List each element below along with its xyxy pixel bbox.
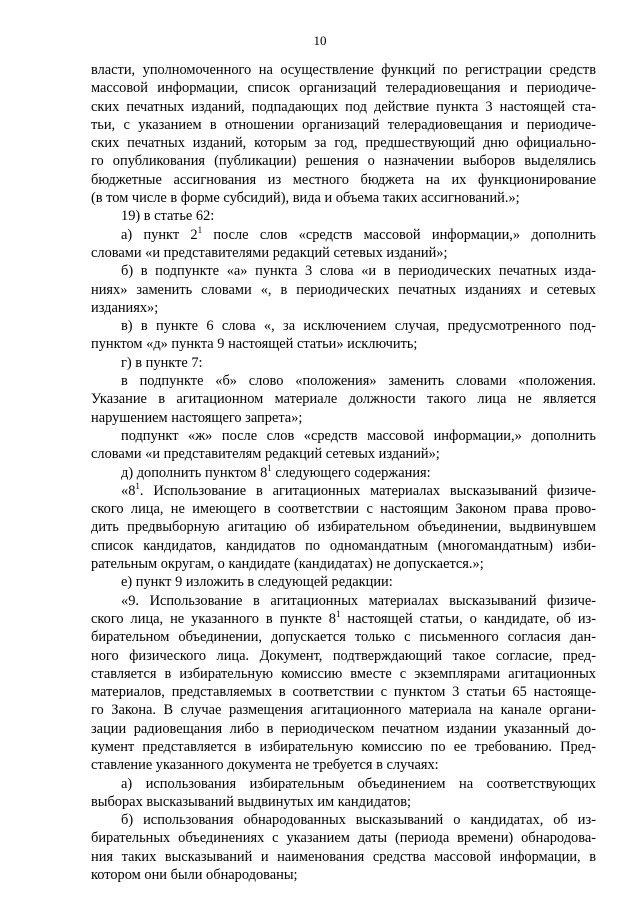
line-text: а) использования избирательным объединением на соответствующих xyxy=(121,775,596,792)
line-text: ского лица, не имеющего в соответствии с настоящим Законом права прово- xyxy=(91,501,596,518)
text-line xyxy=(91,555,596,573)
text-line xyxy=(91,829,596,847)
text-line xyxy=(91,445,596,463)
line-text: ского лица, не указанного в пункте 8 xyxy=(91,610,336,627)
text-line xyxy=(91,427,596,445)
line-text-continued: . Использование в агитационных материалах высказываний физиче- xyxy=(139,482,596,499)
text-line xyxy=(91,171,596,189)
line-text-continued: после слов «средств массовой информации,» дополнить xyxy=(202,226,596,243)
line-text: список кандидатов, кандидатов по одномандатным (многомандатным) изби- xyxy=(91,537,596,554)
text-line xyxy=(91,482,596,500)
line-text: подпункт «ж» после слов «средств массовой информации,» дополнить xyxy=(121,427,596,444)
line-text: материалов, представляемых в соответствии с пунктом 3 статьи 65 настояще- xyxy=(91,684,596,701)
superscript: 1 xyxy=(335,609,341,619)
text-line xyxy=(91,262,596,280)
text-line xyxy=(91,756,596,774)
line-text: массовой информации, список организаций телерадиовещания и периодиче- xyxy=(91,80,596,97)
text-line xyxy=(91,207,596,225)
text-line xyxy=(91,244,596,262)
line-text: а) пункт 2 xyxy=(121,226,198,243)
text-line xyxy=(91,518,596,536)
line-text-continued: настоящей статьи, о кандидате, об из- xyxy=(340,610,596,627)
text-line xyxy=(91,720,596,738)
text-line xyxy=(91,811,596,829)
line-text-continued: следующего содержания: xyxy=(271,464,431,481)
text-line xyxy=(91,866,596,884)
text-line xyxy=(91,226,596,244)
line-text: ния таких высказываний и наименования средства массовой информации, в xyxy=(91,848,596,865)
superscript: 1 xyxy=(267,463,272,473)
line-text: ставление указанного документа не требуется в случаях: xyxy=(91,757,439,774)
text-line xyxy=(91,775,596,793)
line-text: ниях» заменить словами «, в периодических печатных изданиях и сетевых xyxy=(91,281,596,298)
line-text: выборах высказываний выдвинутых им кандидатов; xyxy=(91,793,412,810)
text-line xyxy=(91,738,596,756)
line-text: словами «и представителями редакций сетевых изданий»; xyxy=(91,244,448,261)
line-text: го опубликования (публикации) решения о назначении выборов выделялись xyxy=(91,153,596,170)
line-text: словами «и представителям редакций сетевых изданий»; xyxy=(91,446,440,463)
line-text: в подпункте «б» слово «положения» заменить словами «положения. xyxy=(121,373,596,390)
superscript: 1 xyxy=(135,481,140,491)
text-line xyxy=(91,409,596,427)
line-text: в) в пункте 6 слова «, за исключением случая, предусмотренного под- xyxy=(121,318,596,335)
line-text: нарушением настоящего запрета»; xyxy=(91,409,303,426)
text-line xyxy=(91,537,596,555)
line-text: ских печатных изданий, подпадающих под действие пункта 3 настоящей ста- xyxy=(91,98,596,115)
line-text: б) в подпункте «а» пункта 3 слова «и в периодических печатных изда- xyxy=(121,263,596,280)
text-line xyxy=(91,573,596,591)
text-line xyxy=(91,281,596,299)
text-line xyxy=(91,134,596,152)
text-line xyxy=(91,116,596,134)
text-line xyxy=(91,299,596,317)
text-line xyxy=(91,793,596,811)
line-text: е) пункт 9 изложить в следующей редакции: xyxy=(121,574,393,591)
line-text: тьи, с указанием в отношении организаций телерадиовещания и периодиче- xyxy=(91,116,596,133)
text-line xyxy=(91,848,596,866)
line-text: г) в пункте 7: xyxy=(121,354,203,371)
line-text: ских печатных изданий, которым за год, предшествующий дню официально- xyxy=(91,135,596,152)
line-text: бирательных объединениях с указанием даты (периода времени) обнародова- xyxy=(91,830,596,847)
text-line xyxy=(91,701,596,719)
text-line xyxy=(91,152,596,170)
line-text: «8 xyxy=(121,482,136,499)
line-text: кумент представляется в избирательную комиссию по ее требованию. Пред- xyxy=(91,738,596,755)
document-body xyxy=(91,61,596,884)
text-line xyxy=(91,610,596,628)
line-text: рательным округам, о кандидате (кандидатах) не допускается.»; xyxy=(91,556,484,573)
line-text: (в том числе в форме субсидий), вида и объема таких ассигнований.»; xyxy=(91,190,520,207)
line-text: пунктом «д» пункта 9 настоящей статьи» исключить; xyxy=(91,336,418,353)
line-text: бирательном объединении, допускается только с письменного согласия дан- xyxy=(91,629,596,646)
line-text: 19) в статье 62: xyxy=(121,208,215,225)
line-text: дить предвыборную агитацию об избирательном объединении, выдвинувшем xyxy=(91,519,596,536)
line-text: бюджетные ассигнования из местного бюджета на их функционирование xyxy=(91,171,596,188)
line-text: ставляется в избирательную комиссию вместе с экземплярами агитационных xyxy=(91,665,596,682)
text-line xyxy=(91,335,596,353)
text-line xyxy=(91,683,596,701)
line-text: го Закона. В случае размещения агитационного материала на канале органи- xyxy=(91,702,596,719)
line-text: зации радиовещания либо в периодическом печатном издании указанный до- xyxy=(91,720,596,737)
text-line xyxy=(91,647,596,665)
text-line xyxy=(91,61,596,79)
text-line xyxy=(91,189,596,207)
line-text: д) дополнить пунктом 8 xyxy=(121,464,268,481)
text-line xyxy=(91,500,596,518)
line-text: «9. Использование в агитационных материалах высказываний физиче- xyxy=(121,592,596,609)
line-text: котором они были обнародованы; xyxy=(91,867,298,884)
line-text: власти, уполномоченного на осуществление функций по регистрации средств xyxy=(91,62,596,78)
line-text: ного физического лица. Документ, подтверждающий такое согласие, пред- xyxy=(91,647,596,664)
text-line xyxy=(91,354,596,372)
text-line xyxy=(91,628,596,646)
text-line xyxy=(91,390,596,408)
page-number: 10 xyxy=(313,33,327,48)
text-line xyxy=(91,98,596,116)
text-line xyxy=(91,79,596,97)
text-line xyxy=(91,372,596,390)
line-text: Указание в агитационном материале должности такого лица не является xyxy=(91,391,596,408)
text-line xyxy=(91,317,596,335)
line-text: б) использования обнародованных высказываний о кандидатах, об из- xyxy=(121,812,596,829)
superscript: 1 xyxy=(197,225,203,235)
text-line xyxy=(91,592,596,610)
line-text: изданиях»; xyxy=(91,299,159,316)
text-line xyxy=(91,665,596,683)
text-line xyxy=(91,464,596,482)
